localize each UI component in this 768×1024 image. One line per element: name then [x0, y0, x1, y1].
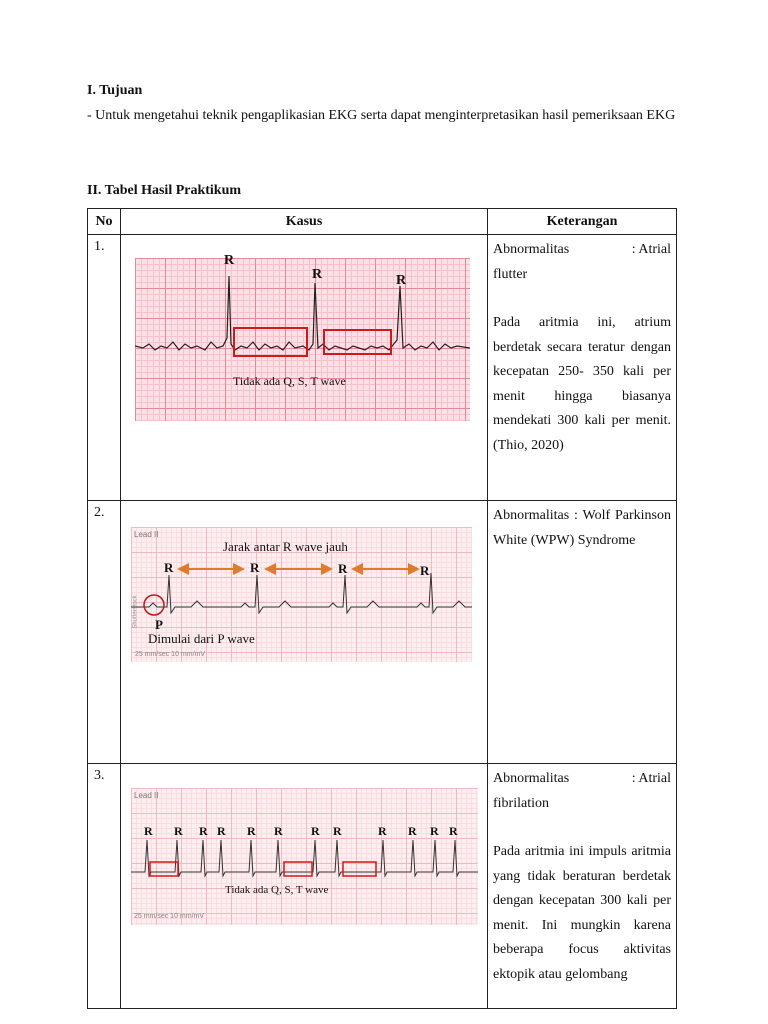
figure-caption: Jarak antar R wave jauh: [223, 539, 348, 554]
ket-title-label: Abnormalitas: [493, 771, 570, 786]
r-wave-label: R: [408, 824, 417, 838]
ecg-figure-atrial-fibrilation: [131, 788, 478, 925]
keterangan-cell: [488, 764, 677, 1009]
r-wave-label: R: [274, 824, 283, 838]
table-header-row: [88, 209, 677, 235]
r-wave-label: R: [396, 273, 407, 288]
r-wave-label: R: [217, 824, 226, 838]
ket-description: Pada aritmia ini impuls aritmia yang tidak beraturan berdetak dengan kecepatan 300 kali per menit. Ini mungkin karena beberapa focus aktivitas ektopik atau gelombang: [493, 844, 671, 982]
row-number: 3.: [88, 764, 121, 1009]
r-wave-label: R: [164, 560, 174, 575]
section-title-tujuan: I. Tujuan: [87, 83, 143, 98]
scale-footer: 25 mm/sec 10 mm/mV: [134, 913, 205, 920]
ecg-trace: [135, 258, 470, 421]
figure-annotation: Dimulai dari P wave: [148, 631, 255, 646]
r-wave-label: R: [144, 824, 153, 838]
ket-title-label: Abnormalitas: [493, 242, 570, 257]
r-wave-label: R: [174, 824, 183, 838]
r-wave-label: R: [224, 253, 235, 268]
side-watermark: Shutterstock: [132, 595, 139, 629]
r-wave-label: R: [247, 824, 256, 838]
header-keterangan: Keterangan: [488, 209, 677, 235]
ecg-trace: [131, 788, 478, 925]
ket-title-cont: flutter: [493, 266, 528, 282]
ket-title-cont: fibrilation: [493, 795, 549, 811]
lead-label: Lead II: [134, 791, 159, 800]
ket-title: Abnormalitas : Wolf Parkinson White (WPW) Syndrome: [493, 508, 671, 548]
r-wave-label: R: [250, 560, 260, 575]
figure-annotation: Tidak ada Q, S, T wave: [225, 884, 329, 896]
figure-annotation: Tidak ada Q, S, T wave: [233, 374, 346, 388]
r-wave-label: R: [199, 824, 208, 838]
tujuan-text: - Untuk mengetahui teknik pengaplikasian EKG serta dapat menginterpretasikan hasil pemeriksaan EKG: [87, 108, 676, 123]
r-wave-label: R: [311, 824, 320, 838]
ecg-figure-atrial-flutter: [135, 253, 470, 421]
r-wave-label: R: [333, 824, 342, 838]
section-title-tabel: II. Tabel Hasil Praktikum: [87, 183, 242, 198]
ket-title-value: : Atrial: [631, 771, 671, 786]
r-wave-label: R: [338, 561, 348, 576]
scale-footer: 25 mm/sec 10 mm/mV: [135, 651, 206, 658]
row-number: 2.: [88, 501, 121, 764]
r-wave-label: R: [312, 267, 323, 282]
keterangan-cell: [488, 235, 677, 501]
header-kasus: Kasus: [121, 209, 488, 235]
row-number: 1.: [88, 235, 121, 501]
ecg-figure-wpw: [131, 527, 472, 662]
r-wave-label: R: [449, 824, 458, 838]
header-no: No: [88, 209, 121, 235]
r-wave-label: R: [420, 563, 430, 578]
lead-label: Lead II: [134, 530, 159, 539]
p-wave-label: P: [155, 617, 163, 632]
ket-title-value: : Atrial: [631, 242, 671, 257]
keterangan-cell: [488, 501, 677, 764]
r-wave-label: R: [378, 824, 387, 838]
ket-description: Pada aritmia ini, atrium berdetak secara teratur dengan kecepatan 250- 350 kali per menit hingga biasanya mendekati 300 kali per menit. (Thio, 2020): [493, 315, 671, 453]
r-wave-label: R: [430, 824, 439, 838]
